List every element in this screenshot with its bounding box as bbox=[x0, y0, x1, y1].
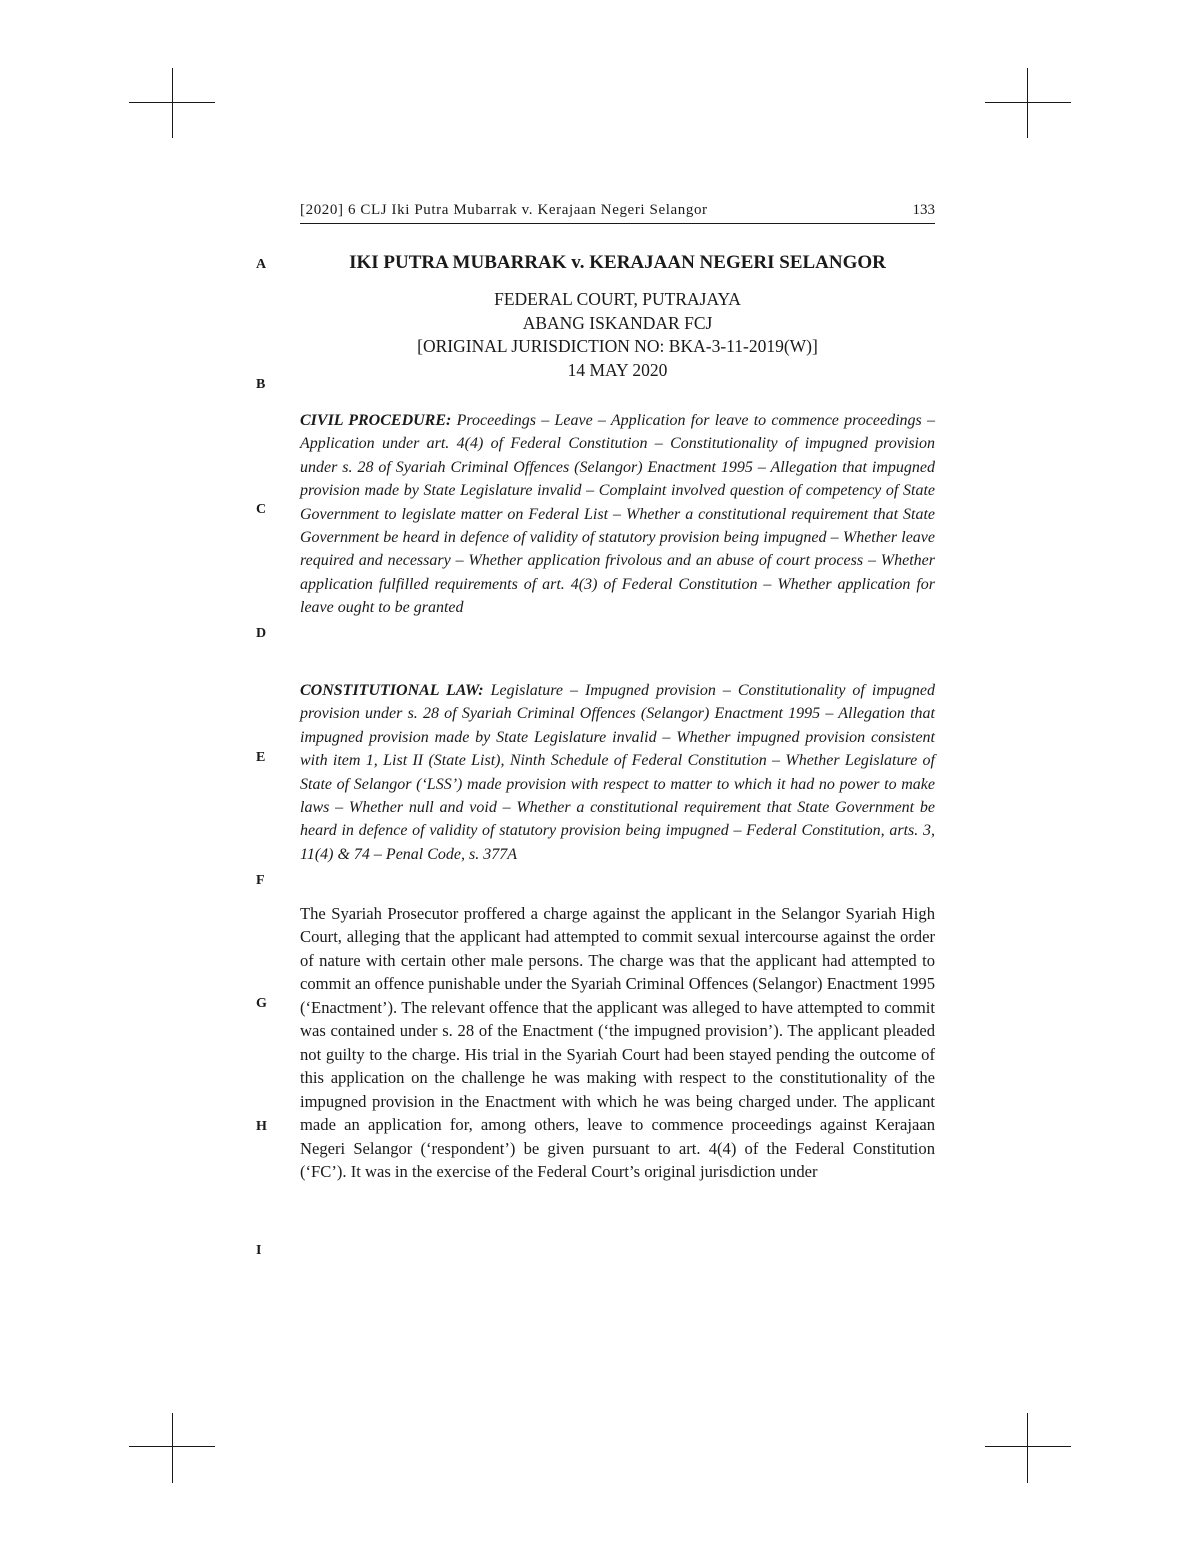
catchword-constitutional-law bbox=[300, 679, 935, 866]
court-name: FEDERAL COURT, PUTRAJAYA bbox=[494, 289, 741, 309]
catchword-civil-text: Proceedings – Leave – Application for leave to commence proceedings – Application under art. 4(4) of Federal Constitution – Constitutionality of impugned provision under s. 28 of Syariah Criminal Offences (Selangor) Enactment 1995 – Allegation that impugned provision made by State Legislature invalid – Complaint involved question of competency of State Government to legislate matter on Federal List – Whether a constitutional requirement that State Government be heard in defence of validity of statutory provision being impugned – Whether leave required and necessary – Whether application frivolous and an abuse of court process – Whether application fulfilled requirements of art. 4(3) of Federal Constitution – Whether application for leave ought to be granted bbox=[300, 412, 936, 617]
margin-letter-a: A bbox=[256, 257, 267, 272]
crop-mark-top-left-vertical bbox=[172, 68, 173, 138]
crop-mark-bottom-right-vertical bbox=[1027, 1413, 1028, 1483]
catchword-constitutional-text: Legislature – Impugned provision – Constitutionality of impugned provision under s. 28 of Syariah Criminal Offences (Selangor) Enactment 1995 – Allegation that impugned provision made by State Legislature invalid – Whether impugned provision consistent with item 1, List II (State List), Ninth Schedule of Federal Constitution – Whether Legislature of State of Selangor (‘LSS’) made provision with respect to matter to which it had no power to make laws – Whether null and void – Whether a constitutional requirement that State Government be heard in defence of validity of statutory provision being impugned – Federal Constitution, arts. 3, 11(4) & 74 – Penal Code, s. 377A bbox=[300, 682, 935, 863]
case-title: IKI PUTRA MUBARRAK v. KERAJAAN NEGERI SELANGOR bbox=[349, 252, 886, 273]
judge-name: ABANG ISKANDAR FCJ bbox=[522, 312, 713, 333]
margin-letter-f: F bbox=[256, 873, 265, 888]
page-number: 133 bbox=[912, 202, 935, 218]
decision-date: 14 MAY 2020 bbox=[567, 359, 668, 380]
jurisdiction-number: [ORIGINAL JURISDICTION NO: BKA-3-11-2019(W)] bbox=[417, 336, 818, 356]
crop-mark-bottom-right-horizontal bbox=[985, 1446, 1071, 1447]
catchword-constitutional-heading: CONSTITUTIONAL LAW: bbox=[300, 682, 484, 699]
court-details bbox=[300, 288, 935, 382]
headnote-paragraph: The Syariah Prosecutor proffered a charge against the applicant in the Selangor Syariah High Court, alleging that the applicant had attempted to commit sexual intercourse against the order of nature with certain other male persons. The charge was that the applicant had attempted to commit an offence punishable under the Syariah Criminal Offences (Selangor) Enactment 1995 (‘Enactment’). The relevant offence that the applicant was alleged to have attempted to commit was contained under s. 28 of the Enactment (‘the impugned provision’). The applicant pleaded not guilty to the charge. His trial in the Syariah Court had been stayed pending the outcome of this application on the challenge he was making with respect to the constitutionality of the impugned provision in the Enactment with which he was being charged under. The applicant made an application for, among others, leave to commence proceedings against Kerajaan Negeri Selangor (‘respondent’) be given pursuant to art. 4(4) of the Federal Constitution (‘FC’). It was in the exercise of the Federal Court’s original jurisdiction under bbox=[300, 904, 935, 1181]
catchword-civil-procedure bbox=[300, 409, 935, 620]
catchword-civil-heading: CIVIL PROCEDURE: bbox=[300, 412, 452, 429]
margin-letter-h: H bbox=[256, 1119, 267, 1134]
margin-letter-i: I bbox=[256, 1243, 262, 1258]
crop-mark-top-right-vertical bbox=[1027, 68, 1028, 138]
running-head-title: [2020] 6 CLJ Iki Putra Mubarrak v. Kerajaan Negeri Selangor bbox=[300, 202, 708, 218]
crop-mark-top-right-horizontal bbox=[985, 102, 1071, 103]
margin-letter-d: D bbox=[256, 626, 267, 641]
margin-letter-e: E bbox=[256, 750, 266, 765]
running-head bbox=[300, 202, 935, 224]
margin-letter-b: B bbox=[256, 377, 266, 392]
crop-mark-bottom-left-vertical bbox=[172, 1413, 173, 1483]
margin-letter-g: G bbox=[256, 996, 267, 1011]
margin-letter-c: C bbox=[256, 502, 267, 517]
